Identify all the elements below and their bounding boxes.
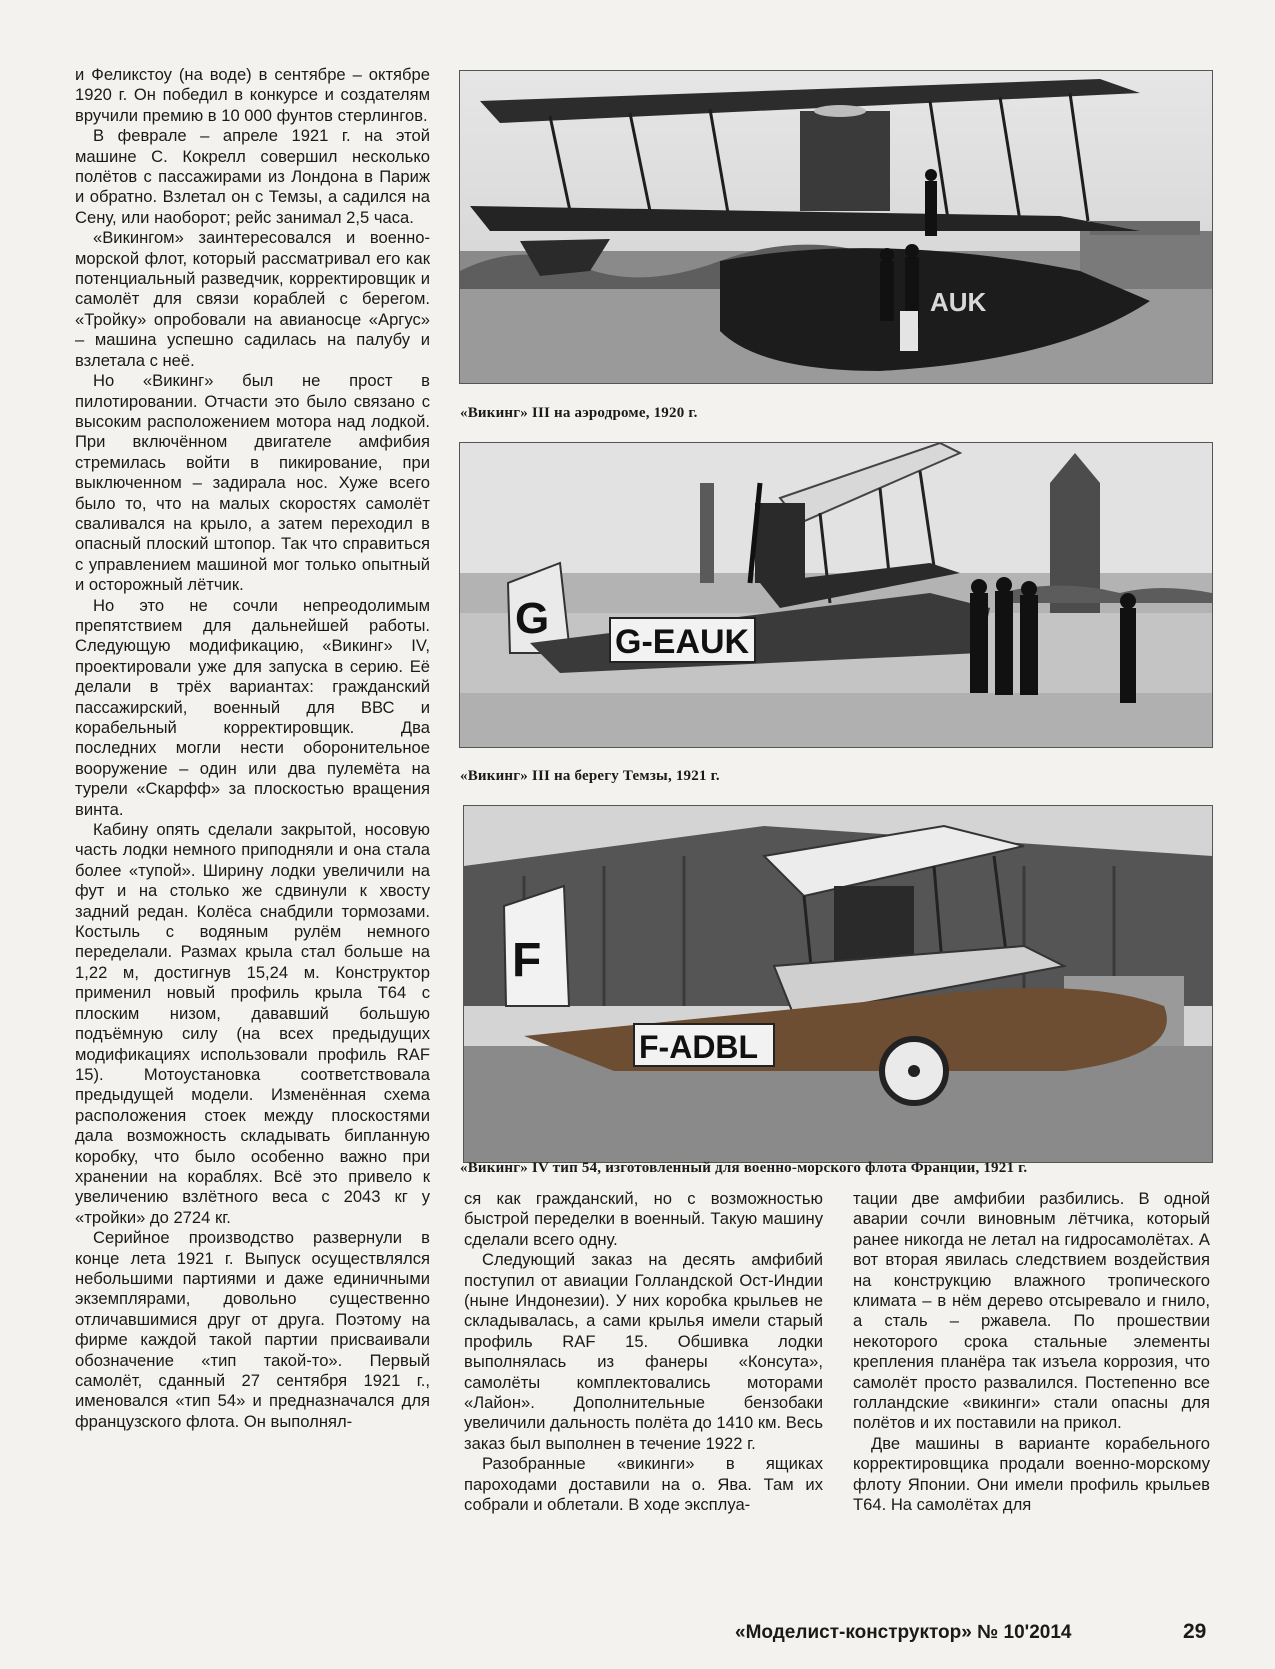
photo-viking-iv-type-54	[463, 805, 1213, 1163]
paragraph: Две машины в варианте корабельного корректировщика продали военно-морскому флоту Японии. Они имели профиль крыльев T64. На самолётах для	[853, 1433, 1210, 1515]
photo-viking-iii-aerodrome	[459, 70, 1213, 384]
photo-1-drawing	[460, 71, 1212, 383]
paragraph: Серийное производство развернули в конце лета 1921 г. Выпуск осуществлялся небольшими партиями и даже единичными экземплярами, довольно существенно отличавшимися друг от друга. Поэтому на фирме каждой такой партии присваивали обозначение «тип такой-то». Первый самолёт, сданный 27 сентября 1921 г., именовался «тип 54» и предназначался для французского флота. Он выполнял-	[75, 1228, 430, 1431]
engine-nacelle	[800, 111, 890, 211]
photo-caption: «Викинг» IV тип 54, изготовленный для военно-морского флота Франции, 1921 г.	[460, 1160, 1028, 1176]
paragraph: Но «Викинг» был не прост в пилотировании. Отчасти это было связано с высоким расположением мотора над лодкой. При включённом двигателе амфибия стремилась войти в пикирование, при выключенном – задирала нос. Хуже всего было то, что на малых скоростях самолёт сваливался на крыло, а затем переходил в опасный плоский штопор. Так что справиться с управлением машиной мог только опытный и осторожный лётчик.	[75, 371, 430, 595]
photo-caption: «Викинг» III на аэродроме, 1920 г.	[460, 405, 698, 421]
chimney	[700, 483, 714, 583]
paragraph: Кабину опять сделали закрытой, носовую часть лодки немного приподняли и она стала более «тупой». Ширину лодки увеличили на фут и на столько же сдвинули к хвосту задний редан. Колёса снабдили тормозами. Костыль с водяным рулём немного переделали. Размах крыла стал больше на 1,22 м, достигнув 15,24 м. Конструктор применил новый профиль крыла T64 с плоским низом, дававший большую подъёмную силу (на всех предыдущих модификациях использовали профиль RAF 15). Мотоустановка соответствовала предыдущей модели. Изменённая схема расположения стоек между плоскостями дала возможность складывать бипланную коробку, что было особенно важно при хранении на кораблях. Всё это привело к увеличению взлётного веса с 2043 кг у «тройки» до 2724 кг.	[75, 820, 430, 1227]
page-number: 29	[1183, 1620, 1207, 1643]
middle-text-column	[464, 1189, 823, 1516]
tail-letter: F	[512, 934, 542, 987]
tail-letter: G	[515, 594, 550, 643]
paragraph: ся как гражданский, но с возможностью быстрой переделки в военный. Такую машину сделали всего одну.	[464, 1189, 823, 1249]
photo-caption: «Викинг» III на берегу Темзы, 1921 г.	[460, 768, 720, 784]
paragraph: Разобранные «викинги» в ящиках пароходами доставили на о. Ява. Там их собрали и облетали. В ходе эксплуа-	[464, 1454, 823, 1515]
registration-text: AUK	[930, 287, 987, 317]
photo-3-drawing	[464, 806, 1212, 1162]
paragraph: Следующий заказ на десять амфибий поступил от авиации Голландской Ост-Индии (ныне Индонезии). У них коробка крыльев не складывалась, а сами крылья имели старый профиль RAF 15. Обшивка лодки выполнялась из фанеры «Консута», самолёты комплектовались моторами «Лайон». Дополнительные бензобаки увеличили дальность полёта до 1410 км. Весь заказ был выполнен в течение 1922 г.	[464, 1250, 824, 1453]
paragraph: «Викингом» заинтересовался и военно-морской флот, который рассматривал его как потенциальный разведчик, корректировщик и самолёт для связи кораблей с берегом. «Тройку» опробовали на авианосце «Аргус» – машина успешно садилась на палубу и взлетала с неё.	[75, 228, 430, 370]
photo-viking-iii-thames	[459, 442, 1213, 748]
footer-journal-title: «Моделист-конструктор» № 10'2014	[735, 1622, 1072, 1643]
registration-text: G-EAUK	[615, 623, 750, 661]
right-text-column	[853, 1189, 1210, 1516]
tower	[1050, 483, 1100, 633]
paragraph: В феврале – апреле 1921 г. на этой машине С. Кокрелл совершил несколько полётов с пассажирами из Лондона в Париж и обратно. Взлетал он с Темзы, а садился на Сену, или наоборот; рейс занимал 2,5 часа.	[75, 126, 430, 227]
paragraph: тации две амфибии разбились. В одной аварии сочли виновным лётчика, который ранее никогда не летал на гидросамолётах. А вот вторая явилась следствием воздействия на конструкцию влажного тропического климата – в нём дерево отсыревало и гнило, а сталь – ржавела. По прошествии некоторого срока стальные элементы крепления планёра так изъела коррозия, что самолёт просто развалился. Постепенно все голландские «викинги» стали опасны для полётов и их поставили на прикол.	[853, 1189, 1210, 1433]
paragraph: и Феликстоу (на воде) в сентябре – октябре 1920 г. Он победил в конкурсе и создателям вручили премию в 10 000 фунтов стерлингов.	[75, 65, 430, 125]
registration-text: F-ADBL	[639, 1029, 759, 1065]
left-text-column	[75, 65, 430, 1432]
photo-2-drawing	[460, 443, 1212, 747]
paragraph: Но это не сочли непреодолимым препятствием для дальнейшей работы. Следующую модификацию, «Викинг» IV, проектировали уже для запуска в серию. Её делали в трёх вариантах: гражданский пассажирский, военный для ВВС и корабельный корректировщик. Два последних могли нести оборонительное вооружение – один или два пулемёта на турели «Скарфф» за плоскостью вращения винта.	[75, 595, 430, 819]
